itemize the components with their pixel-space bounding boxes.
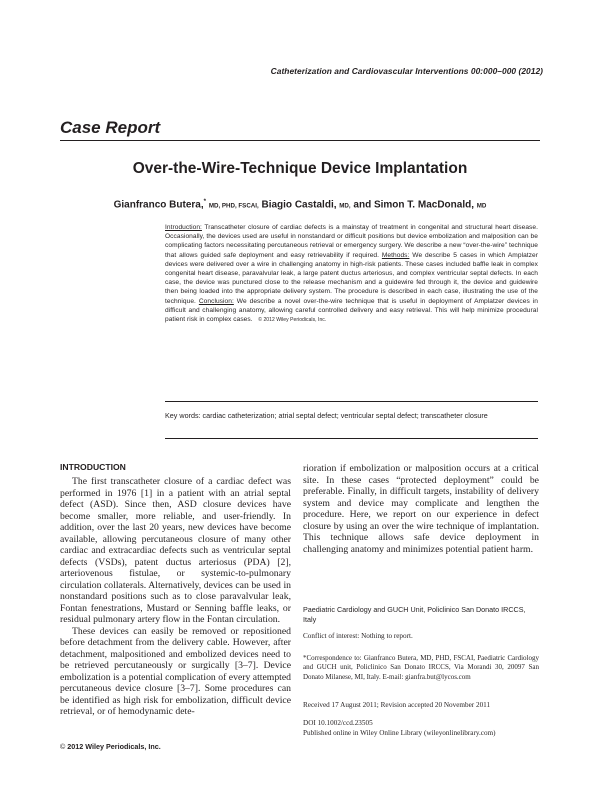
keywords: Key words: cardiac catheterization; atrial septal defect; ventricular septal defect; transcatheter closure bbox=[165, 411, 488, 420]
abstract-conclusion-label: Conclusion: bbox=[198, 297, 234, 305]
abstract-copyright: © 2012 Wiley Periodicals, Inc. bbox=[258, 317, 327, 324]
author-degrees: MD bbox=[476, 202, 487, 210]
body-column-right bbox=[303, 463, 539, 555]
keywords-rule-top bbox=[165, 401, 538, 402]
body-paragraph: These devices can easily be removed or repositioned before detachment from the delivery cable. However, after detachment, malpositioned and embolized devices need to be retrieved percutaneously or surgically [3–7]. Device embolization is a potential complication of every attempted percutaneous device closure [3–7]. Some procedures can be identified as high risk for embolization, difficult device retrieval, or of hemodynamic dete- bbox=[60, 625, 291, 717]
abstract-introduction-label: Introduction: bbox=[165, 224, 202, 231]
copyright-text: 2012 Wiley Periodicals, Inc. bbox=[65, 742, 161, 751]
abstract-introduction-text: Transcatheter closure of cardiac defects is a mainstay of treatment in congenital and structural heart disease. Occasionally, the devices used are useful in nonstandard or difficult positions but device embolization and malposition can be complicating factors necessitating percutaneous retrieval or emergency surgery. We describe a new “over-the-wire” technique that allows guided safe deployment and easy retrievability if required. bbox=[165, 224, 538, 259]
doi-block bbox=[303, 719, 539, 738]
body-paragraph: rioration if embolization or malposition occurs at a critical site. In these cases “protected deployment” could be preferable. Finally, in difficult targets, instability of delivery system and device may complicate and lengthen the procedure. Here, we report on our experience in defect closure by using an over the wire technique of implantation. This technique allows safe device deployment in challenging anatomy and minimizes potential patient harm. bbox=[303, 463, 539, 555]
introduction-heading: INTRODUCTION bbox=[60, 462, 126, 472]
correspondence: *Correspondence to: Gianfranco Butera, MD, PHD, FSCAI, Paediatric Cardiology and GUCH unit, Policlinico San Donato IRCCS, Via Morandi 30, 20097 San Donato Milanese, MI, Italy. E-mail: gianfra.but@lycos.com bbox=[303, 654, 539, 681]
author-list bbox=[0, 198, 600, 210]
author-degrees: MD, PHD, FSCAI, bbox=[208, 202, 259, 210]
journal-header: Catheterization and Cardiovascular Interventions 00:000–000 (2012) bbox=[270, 66, 543, 76]
abstract-methods-label: Methods: bbox=[381, 251, 410, 259]
abstract-methods-text: We describe 5 cases in which Amplatzer devices were delivered over a wire in challenging anatomy in high-risk patients. These cases included baffle leak in complex congenital heart disease, paravalvular leak, a large patent ductus arteriosus, and complex ventricular septal defects. In each case, the device was punctured close to the release mechanism and a guidewire fed through it, the device and guidewire then being loaded into the appropriate delivery system. The procedure is described in each case, illustrating the use of the technique. bbox=[165, 251, 538, 305]
doi: DOI 10.1002/ccd.23505 bbox=[303, 719, 373, 727]
author-name: Gianfranco Butera, bbox=[113, 199, 204, 211]
affiliation: Paediatric Cardiology and GUCH Unit, Policlinico San Donato IRCCS, Italy bbox=[303, 605, 526, 624]
abstract-conclusion-text: We describe a novel over-the-wire technique that is useful in deployment of Amplatzer devices in difficult and challenging anatomy, allowing careful controlled delivery and easy retrieval. This will help minimize procedural patient risk in complex cases. bbox=[165, 297, 538, 324]
author-degrees: MD, bbox=[339, 202, 351, 210]
author-name: Simon T. MacDonald, bbox=[373, 199, 474, 211]
published-online: Published online in Wiley Online Library (wileyonlinelibrary.com) bbox=[303, 728, 496, 737]
author-conjunction: and bbox=[353, 199, 372, 211]
body-paragraph: The first transcatheter closure of a cardiac defect was performed in 1976 [1] in a patient with an atrial septal defect (ASD). Since then, ASD closure devices have become smaller, more reliable, and user-friendly. In addition, over the last 20 years, new devices have become available, allowing percutaneous closure of many other cardiac and extracardiac defects such as ventricular septal defects (VSDs), patent ductus arteriosus (PDA) [2], arteriovenous fistulae, or systemic-to-pulmonary circulation collaterals. Alternatively, devices can be used in nonstandard positions such as to close paravalvular leak, Fontan fenestrations, Mustard or Senning baffle leaks, or residual pulmonary artery flow in the Fontan circulation. bbox=[60, 476, 291, 625]
author-name: Biagio Castaldi, bbox=[261, 199, 337, 211]
article-title: Over-the-Wire-Technique Device Implantation bbox=[132, 160, 468, 177]
correspondence-mark: * bbox=[203, 198, 207, 205]
copyright-symbol: © bbox=[60, 742, 66, 751]
section-label: Case Report bbox=[60, 118, 540, 141]
abstract bbox=[165, 223, 538, 325]
conflict-of-interest: Conflict of interest: Nothing to report. bbox=[303, 632, 413, 640]
received-dates: Received 17 August 2011; Revision accepted 20 November 2011 bbox=[303, 701, 491, 709]
footer-copyright bbox=[60, 742, 161, 751]
body-column-left bbox=[60, 476, 291, 718]
keywords-rule-bottom bbox=[165, 438, 538, 439]
